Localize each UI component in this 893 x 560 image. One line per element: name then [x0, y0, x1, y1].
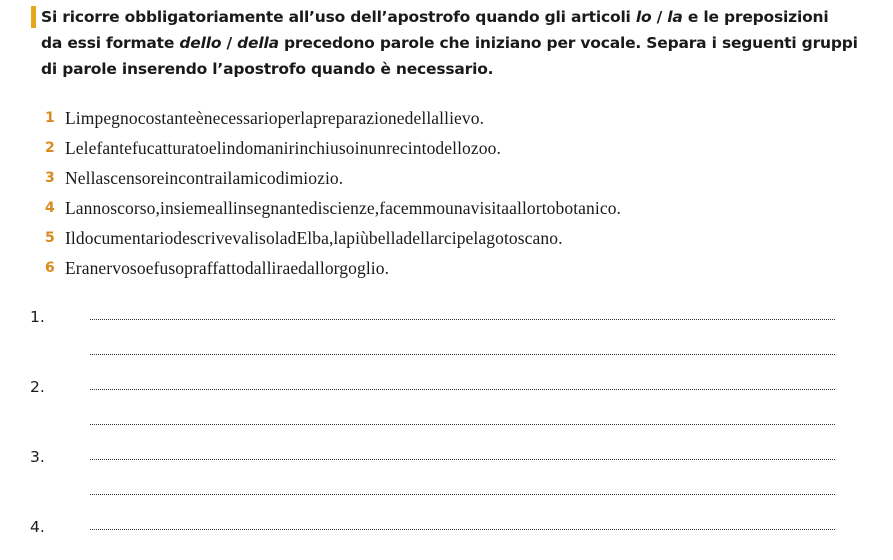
instruction-line-1: Si ricorre obbligatoriamente all’uso dell’apostrofo quando gli articoli lo / la e le preposizioni: [41, 8, 829, 26]
exercise-item: [45, 103, 865, 133]
exercise-item: [45, 193, 865, 223]
answer-section: [30, 306, 835, 551]
exercise-item: [45, 133, 865, 163]
item-text: IldocumentariodescrivevalisoladElba,lapiùbelladellarcipelagotoscano.: [65, 227, 563, 248]
answer-line[interactable]: [90, 459, 835, 460]
answer-row: [30, 341, 835, 376]
answer-row: [30, 516, 835, 551]
answer-line[interactable]: [90, 389, 835, 390]
answer-row: [30, 411, 835, 446]
answer-line[interactable]: [90, 529, 835, 530]
item-text: Eranervosoefusopraffattodalliraedallorgoglio.: [65, 257, 390, 278]
item-number: 6: [45, 260, 55, 276]
item-text: Limpegnocostanteènecessarioperlapreparazionedellallievo.: [65, 107, 485, 128]
answer-line[interactable]: [90, 494, 835, 495]
item-number: 1: [45, 110, 55, 126]
prep-della: della: [237, 34, 279, 52]
article-lo: lo: [635, 8, 652, 26]
answer-number: 4.: [30, 518, 45, 536]
exercise-items: [45, 103, 865, 283]
item-number: 2: [45, 140, 55, 156]
answer-line[interactable]: [90, 354, 835, 355]
answer-line[interactable]: [90, 319, 835, 320]
article-la: la: [667, 8, 683, 26]
answer-line[interactable]: [90, 424, 835, 425]
item-text: Nellascensoreincontrailamicodimiozio.: [65, 167, 344, 188]
answer-number: 3.: [30, 448, 45, 466]
answer-row: [30, 376, 835, 411]
answer-number: 2.: [30, 378, 45, 396]
answer-row: [30, 481, 835, 516]
item-number: 3: [45, 170, 55, 186]
item-number: 5: [45, 230, 55, 246]
instruction-line-2: da essi formate dello / della precedono parole che iniziano per vocale. Separa i seguenti gruppi: [41, 34, 858, 52]
answer-number: 1.: [30, 308, 45, 326]
answer-row: [30, 446, 835, 481]
exercise-instructions: [41, 4, 858, 82]
item-text: Lelefantefucatturatoelindomanirinchiusoinunrecintodellozoo.: [65, 137, 501, 158]
instruction-line-3: di parole inserendo l’apostrofo quando è necessario.: [41, 60, 494, 78]
item-number: 4: [45, 200, 55, 216]
item-text: Lannoscorso,insiemeallinsegnantediscienze,facemmounavisitaallortobotanico.: [65, 197, 622, 218]
exercise-item: [45, 163, 865, 193]
exercise-item: [45, 253, 865, 283]
answer-row: [30, 306, 835, 341]
prep-dello: dello: [179, 34, 222, 52]
instruction-marker: [31, 6, 36, 28]
exercise-item: [45, 223, 865, 253]
